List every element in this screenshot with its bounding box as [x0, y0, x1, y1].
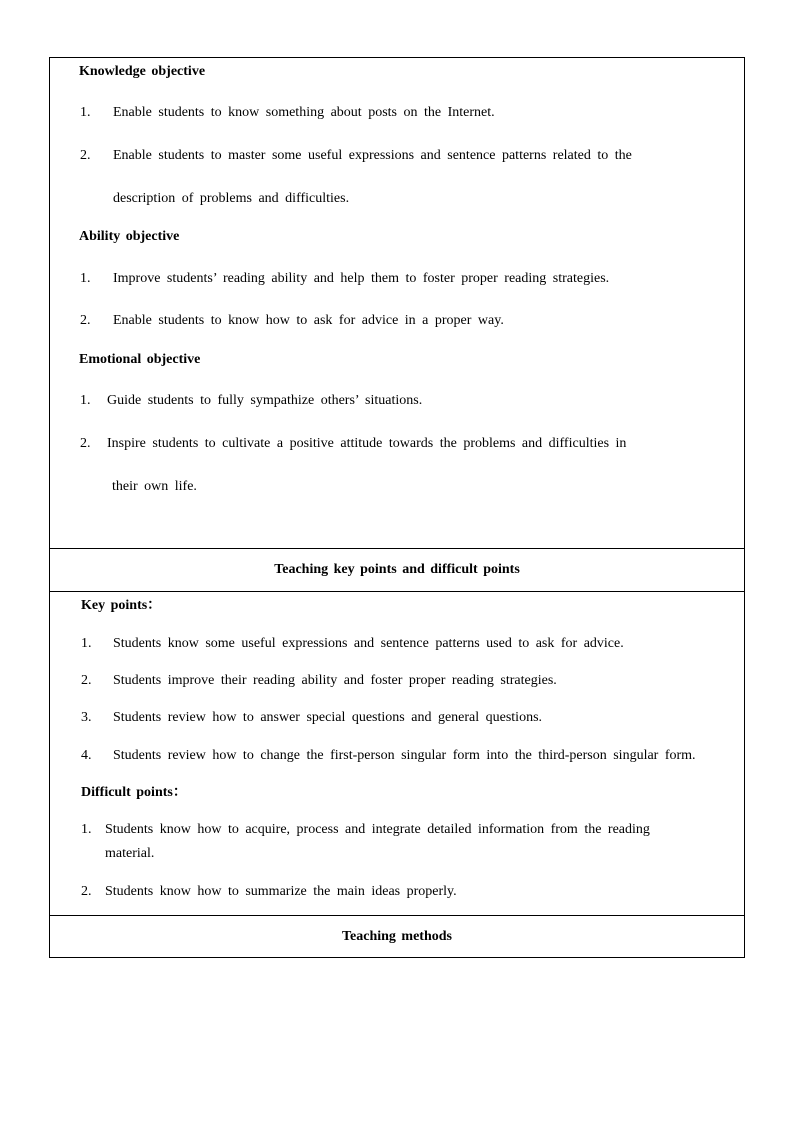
list-item: Enable students to know something about posts on the Internet. — [113, 105, 495, 120]
list-number: 1. — [81, 636, 92, 651]
list-number: 2. — [80, 313, 91, 328]
list-number: 1. — [80, 271, 91, 286]
row-divider — [49, 591, 745, 592]
list-number: 2. — [80, 148, 91, 163]
list-item: Enable students to know how to ask for advice in a proper way. — [113, 313, 504, 328]
list-item: Students review how to change the first-person singular form into the third-person singular form. — [113, 748, 696, 763]
list-item: Students know how to summarize the main ideas properly. — [105, 884, 457, 899]
list-number: 1. — [81, 822, 92, 837]
difficult-points-heading: Difficult points： — [81, 785, 187, 800]
list-item: Improve students’ reading ability and help them to foster proper reading strategies. — [113, 271, 610, 286]
list-item: Students know some useful expressions and sentence patterns used to ask for advice. — [113, 636, 624, 651]
list-number: 2. — [81, 884, 92, 899]
list-item: Students know how to acquire, process and integrate detailed information from the reading — [105, 822, 650, 837]
list-item-continuation: material. — [105, 846, 155, 861]
knowledge-objective-heading: Knowledge objective — [79, 64, 206, 79]
list-number: 2. — [80, 436, 91, 451]
list-number: 4. — [81, 748, 92, 763]
list-item: Students improve their reading ability and foster proper reading strategies. — [113, 673, 557, 688]
list-item-continuation: description of problems and difficulties. — [113, 191, 350, 206]
key-points-section-title: Teaching key points and difficult points — [274, 561, 520, 577]
teaching-methods-title: Teaching methods — [341, 928, 452, 944]
list-item: Guide students to fully sympathize others’ situations. — [107, 393, 423, 408]
list-item-continuation: their own life. — [112, 479, 197, 494]
list-item: Students review how to answer special questions and general questions. — [113, 710, 543, 725]
list-number: 1. — [80, 393, 91, 408]
list-number: 1. — [80, 105, 91, 120]
list-item: Inspire students to cultivate a positive attitude towards the problems and difficulties in — [107, 436, 627, 451]
list-number: 3. — [81, 710, 92, 725]
key-points-heading: Key points： — [81, 598, 162, 613]
list-number: 2. — [81, 673, 92, 688]
emotional-objective-heading: Emotional objective — [79, 352, 201, 367]
ability-objective-heading: Ability objective — [79, 229, 180, 244]
list-item: Enable students to master some useful expressions and sentence patterns related to the — [113, 148, 632, 163]
